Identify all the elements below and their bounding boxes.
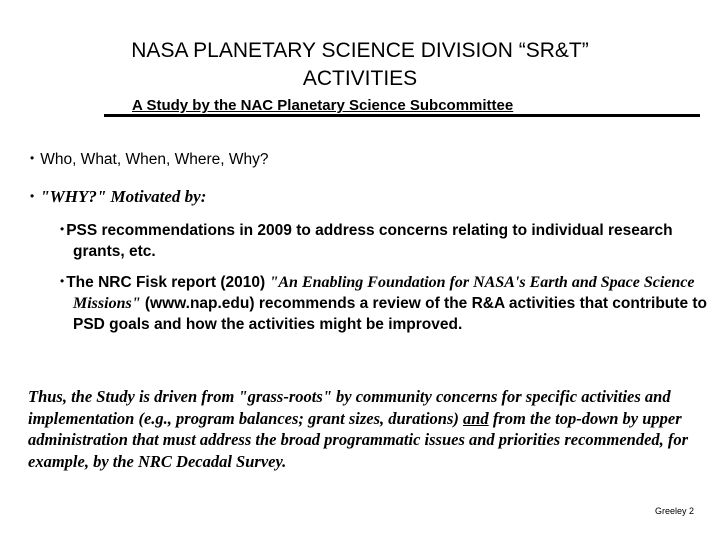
- sub-bullet-item: [60, 219, 720, 262]
- sub-bullet-text-after: (www.nap.edu) recommends a review of the R&A activities that contribute to PSD goals and how the activities might be improved.: [73, 295, 707, 333]
- bullet-icon: •: [30, 189, 35, 203]
- summary-paragraph: [28, 386, 704, 472]
- slide-title-line-1: NASA PLANETARY SCIENCE DIVISION “SR&T”: [131, 39, 589, 62]
- bullet-item: [30, 187, 206, 206]
- slide-footer: Greeley 2: [654, 506, 694, 516]
- summary-text-before: Thus, the Study is driven from "grass-roots" by community concerns for specific activities and implementation (e.g., program balances; grant sizes, durations): [28, 387, 671, 428]
- bullet-text: Who, What, When, Where, Why?: [40, 151, 269, 168]
- sub-bullet-item: [60, 271, 720, 335]
- report-title: "An Enabling Foundation for NASA's Earth and Space Science Missions": [73, 274, 695, 312]
- sub-bullet-text-before: The NRC Fisk report (2010): [66, 274, 270, 291]
- summary-underlined-word: and: [463, 408, 489, 428]
- bullet-icon: •: [60, 274, 65, 288]
- summary-text-after: from the top-down by upper administration that must address the broad programmatic issues and priorities recommended, for example, by the NRC Decadal Survey.: [28, 408, 689, 471]
- sub-bullet-text: PSS recommendations in 2009 to address concerns relating to individual research grants, etc.: [66, 222, 673, 260]
- bullet-icon: •: [60, 222, 65, 236]
- slide-subtitle: A Study by the NAC Planetary Science Subcommittee: [132, 97, 514, 114]
- bullet-item: [30, 149, 268, 169]
- slide-title-line-2: ACTIVITIES: [302, 67, 418, 90]
- bullet-icon: •: [30, 151, 35, 165]
- bullet-text: "WHY?" Motivated by:: [40, 187, 207, 206]
